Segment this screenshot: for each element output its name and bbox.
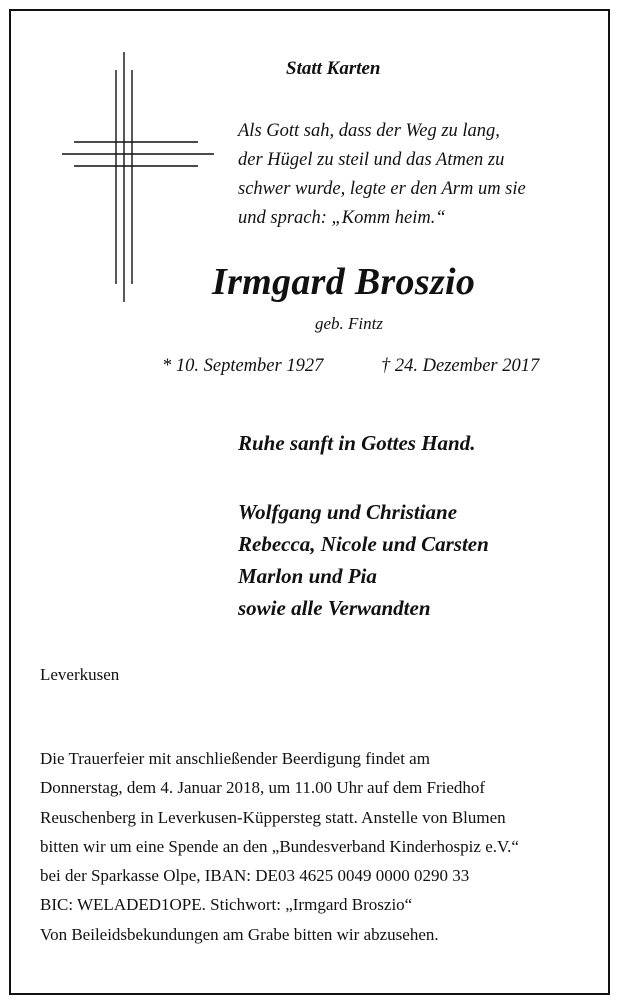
- poem-line: der Hügel zu steil und das Atmen zu: [238, 150, 505, 170]
- place: Leverkusen: [40, 665, 120, 684]
- maiden-name: geb. Fintz: [315, 314, 383, 333]
- birth-date: * 10. September 1927: [162, 356, 324, 376]
- motto: Ruhe sanft in Gottes Hand.: [238, 431, 476, 455]
- family-line: Wolfgang und Christiane: [238, 500, 458, 524]
- notice-line: bei der Sparkasse Olpe, IBAN: DE03 4625 0049 0000 0290 33: [40, 866, 470, 886]
- family-block: [238, 496, 489, 624]
- notice-line: Die Trauerfeier mit anschließender Beerdigung findet am: [40, 749, 430, 768]
- notice-line: Von Beileidsbekundungen am Grabe bitten wir abzusehen.: [40, 924, 439, 944]
- family-line: Marlon und Pia: [238, 564, 377, 588]
- poem-line: und sprach: „Komm heim.“: [238, 208, 446, 228]
- death-date: † 24. Dezember 2017: [381, 356, 540, 376]
- poem-line: schwer wurde, legte er den Arm um sie: [238, 179, 526, 199]
- cross-icon: [58, 50, 218, 306]
- notice-line: BIC: WELADED1OPE. Stichwort: „Irmgard Broszio“: [40, 895, 413, 915]
- notice-line: Reuschenberg in Leverkusen-Küppersteg statt. Anstelle von Blumen: [40, 807, 506, 827]
- funeral-notice: [40, 744, 519, 949]
- family-line: Rebecca, Nicole und Carsten: [238, 532, 489, 556]
- notice-line: bitten wir um eine Spende an den „Bundesverband Kinderhospiz e.V.“: [40, 836, 519, 856]
- family-line: sowie alle Verwandten: [238, 596, 431, 620]
- poem-block: [238, 117, 526, 233]
- deceased-name: Irmgard Broszio: [212, 261, 476, 303]
- statt-karten-heading: Statt Karten: [286, 58, 381, 79]
- notice-line: Donnerstag, dem 4. Januar 2018, um 11.00 Uhr auf dem Friedhof: [40, 778, 486, 798]
- poem-line: Als Gott sah, dass der Weg zu lang,: [238, 121, 500, 141]
